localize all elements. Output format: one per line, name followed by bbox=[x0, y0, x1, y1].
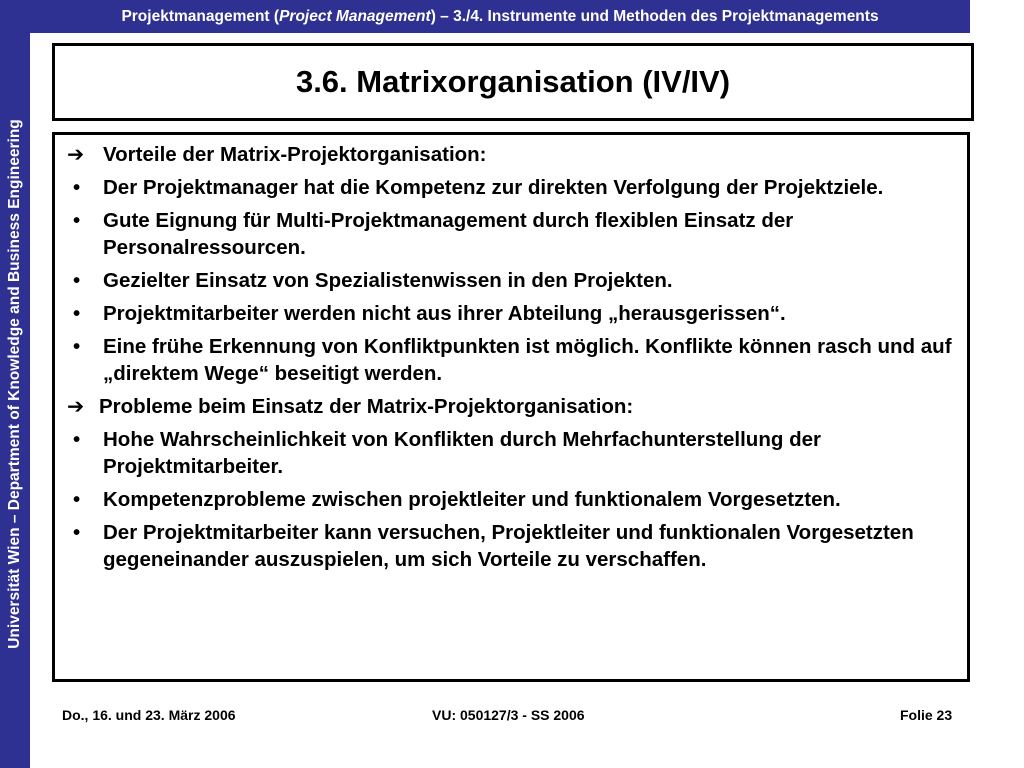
arrow-right-icon: ➔ bbox=[67, 395, 85, 418]
list-item-text: Gezielter Einsatz von Spezialistenwissen in den Projekten. bbox=[103, 269, 673, 292]
list-item-text: Hohe Wahrscheinlichkeit von Konflikten durch Mehrfachunterstellung der Projektmitarbeiter. bbox=[103, 428, 821, 478]
bullet-icon: • bbox=[73, 428, 81, 451]
bullet-icon: • bbox=[73, 269, 81, 292]
list-item bbox=[67, 267, 957, 294]
section-heading bbox=[67, 393, 957, 420]
header-italic: Project Management bbox=[279, 7, 431, 25]
section-heading-text: Probleme beim Einsatz der Matrix-Projektorganisation: bbox=[99, 395, 634, 418]
sidebar-department-text: Universität Wien – Department of Knowledge and Business Engineering bbox=[6, 119, 23, 649]
bullet-icon: • bbox=[73, 209, 81, 232]
slide-title-box bbox=[52, 43, 974, 121]
bullet-icon: • bbox=[73, 488, 81, 511]
list-item bbox=[67, 207, 957, 261]
slide-title: 3.6. Matrixorganisation (IV/IV) bbox=[295, 64, 731, 99]
list-item-text: Der Projektmanager hat die Kompetenz zur direkten Verfolgung der Projektziele. bbox=[103, 176, 884, 199]
list-item bbox=[67, 519, 957, 573]
header-bar bbox=[30, 0, 970, 33]
list-item-text: Kompetenzprobleme zwischen projektleiter und funktionalem Vorgesetzten. bbox=[103, 488, 841, 511]
section-heading bbox=[67, 141, 957, 168]
bullet-icon: • bbox=[73, 176, 81, 199]
list-item bbox=[67, 174, 957, 201]
list-item-text: Eine frühe Erkennung von Konfliktpunkten ist möglich. Konflikte können rasch und auf „direktem Wege“ beseitigt werden. bbox=[103, 335, 952, 385]
section-heading-text: Vorteile der Matrix-Projektorganisation: bbox=[103, 143, 487, 166]
header-prefix: Projektmanagement ( bbox=[121, 7, 280, 25]
list-item-text: Projektmitarbeiter werden nicht aus ihrer Abteilung „herausgerissen“. bbox=[103, 302, 786, 325]
content-box bbox=[52, 132, 970, 682]
footer-slide-number: Folie 23 bbox=[900, 707, 953, 723]
header-suffix: ) – 3./4. Instrumente und Methoden des Projektmanagements bbox=[430, 7, 879, 25]
list-item-text: Der Projektmitarbeiter kann versuchen, Projektleiter und funktionalen Vorgesetzten gegeneinander auszuspielen, um sich Vorteile zu verschaffen. bbox=[103, 521, 914, 571]
list-item bbox=[67, 333, 957, 387]
list-item bbox=[67, 300, 957, 327]
footer-date: Do., 16. und 23. März 2006 bbox=[62, 707, 236, 723]
arrow-right-icon: ➔ bbox=[67, 143, 85, 166]
bullet-icon: • bbox=[73, 521, 81, 544]
list-item-text: Gute Eignung für Multi-Projektmanagement durch flexiblen Einsatz der Personalressourcen. bbox=[103, 209, 794, 259]
footer-course: VU: 050127/3 - SS 2006 bbox=[432, 707, 585, 723]
list-item bbox=[67, 426, 957, 480]
bullet-icon: • bbox=[73, 335, 81, 358]
sidebar bbox=[0, 0, 30, 768]
list-item bbox=[67, 486, 957, 513]
bullet-icon: • bbox=[73, 302, 81, 325]
